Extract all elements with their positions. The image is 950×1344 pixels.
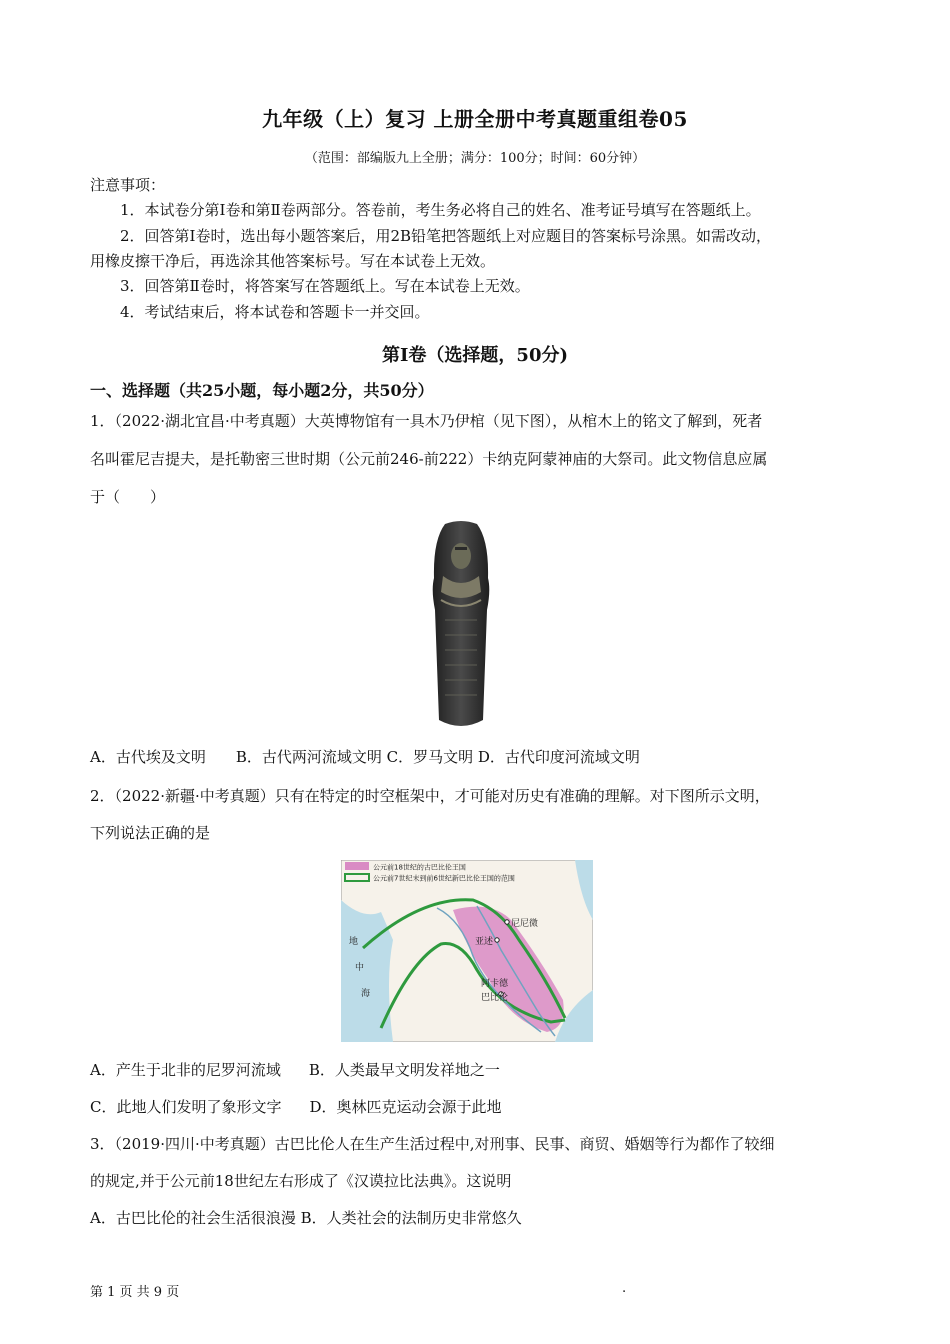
page-title: 九年级（上）复习 上册全册中考真题重组卷05	[262, 107, 688, 131]
legend-old-kingdom: 公元前18世纪的古巴比伦王国	[373, 863, 466, 872]
place-nineveh: 尼尼微	[511, 919, 539, 929]
sea-char-1: 地	[349, 937, 359, 947]
notice-item-2-cont: 用橡皮擦干净后，再选涂其他答案标号。写在本试卷上无效。	[90, 252, 496, 270]
legend-swatch-old	[345, 862, 369, 870]
section-title: 第Ⅰ卷（选择题，50分)	[382, 345, 568, 366]
part-heading: 一、选择题（共25小题，每小题2分，共50分）	[90, 381, 434, 400]
sea-char-2: 中	[355, 963, 365, 973]
mummy-coffin-image	[425, 520, 497, 736]
footer-dot: .	[622, 1281, 627, 1296]
legend-new-kingdom: 公元前7世纪末到前6世纪新巴比伦王国的范围	[373, 874, 515, 883]
q1-options: A．古代埃及文明 B．古代两河流域文明 C．罗马文明 D．古代印度河流域文明	[90, 748, 640, 766]
q2-options-row-2	[90, 1096, 502, 1117]
q2-option-c: C．此地人们发明了象形文字	[90, 1098, 282, 1116]
q1-line-3: 于（ ）	[90, 488, 166, 506]
q2-option-d: D．奥林匹克运动会源于此地	[309, 1098, 502, 1116]
notice-item-3: 3．回答第Ⅱ卷时，将答案写在答题纸上。写在本试卷上无效。	[120, 277, 530, 295]
q2-line-2: 下列说法正确的是	[90, 824, 211, 842]
q1-line-1: 1．（2022·湖北宜昌·中考真题）大英博物馆有一具木乃伊棺（见下图），从棺木上的铭文了解到，死者	[90, 412, 763, 430]
page-subtitle: （范围：部编版九上全册；满分：100分；时间：60分钟）	[304, 151, 646, 166]
q1-line-2: 名叫霍尼吉提夫，是托勒密三世时期（公元前246-前222）卡纳克阿蒙神庙的大祭司。此文物信息应属	[90, 450, 768, 468]
q2-option-b: B．人类最早文明发祥地之一	[308, 1061, 500, 1079]
place-babylon: 巴比伦	[481, 993, 509, 1003]
notice-item-4: 4．考试结束后，将本试卷和答题卡一并交回。	[120, 303, 430, 321]
babylon-map	[341, 860, 593, 1046]
q3-options: A．古巴比伦的社会生活很浪漫 B．人类社会的法制历史非常悠久	[90, 1209, 522, 1227]
sea-char-3: 海	[361, 989, 371, 999]
q2-options-row-1	[90, 1059, 500, 1080]
place-akkad: 阿卡德	[481, 979, 509, 989]
notice-label: 注意事项：	[90, 176, 166, 194]
q2-line-1: 2．（2022·新疆·中考真题）只有在特定的时空框架中，才可能对历史有准确的理解。对下图所示文明，	[90, 787, 770, 805]
q3-line-1: 3．（2019·四川·中考真题）古巴比伦人在生产生活过程中,对刑事、民事、商贸、婚姻等行为都作了较细	[90, 1135, 775, 1153]
q2-option-a: A．产生于北非的尼罗河流域	[90, 1061, 281, 1079]
place-assur: 亚述	[475, 937, 494, 947]
notice-item-1: 1．本试卷分第Ⅰ卷和第Ⅱ卷两部分。答卷前，考生务必将自己的姓名、准考证号填写在答题纸上。	[120, 201, 761, 219]
q3-line-2: 的规定,并于公元前18世纪左右形成了《汉谟拉比法典》。这说明	[90, 1172, 512, 1190]
page-number: 第 1 页 共 9 页	[90, 1285, 180, 1300]
notice-item-2: 2．回答第Ⅰ卷时，选出每小题答案后，用2B铅笔把答题纸上对应题目的答案标号涂黑。如需改动，	[120, 227, 772, 245]
